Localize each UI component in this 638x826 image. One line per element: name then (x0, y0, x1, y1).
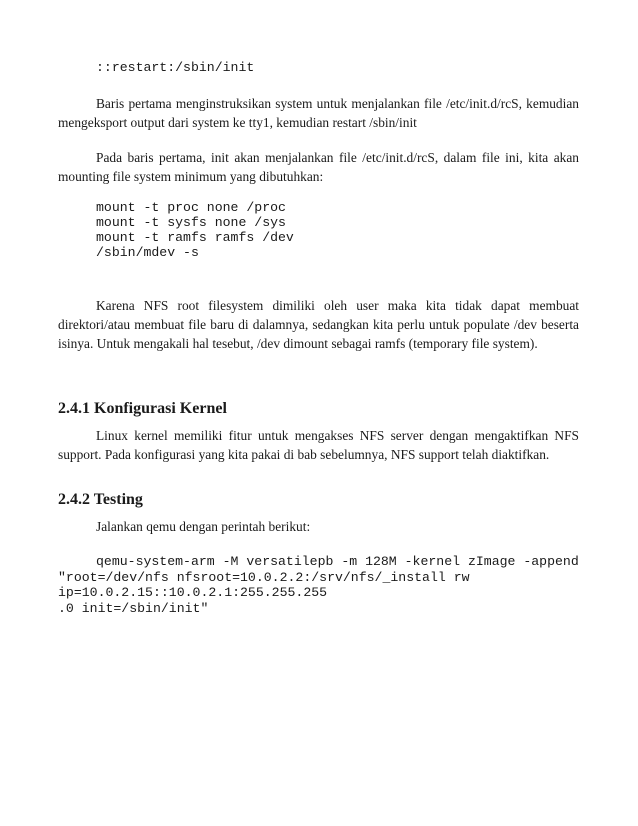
code-line: mount -t proc none /proc (96, 200, 286, 215)
code-line: /sbin/mdev -s (96, 245, 199, 260)
code-line: "root=/dev/nfs nfsroot=10.0.2.2:/srv/nfs/_install rw (58, 570, 470, 585)
code-line: mount -t sysfs none /sys (96, 215, 286, 230)
section-heading-2-4-1: 2.4.1 Konfigurasi Kernel (58, 400, 227, 417)
section-heading-2-4-2: 2.4.2 Testing (58, 491, 143, 508)
paragraph-baris-pertama: Baris pertama menginstruksikan system untuk menjalankan file /etc/init.d/rcS, kemudian mengeksport output dari system ke tty1, kemudian restart /sbin/init (58, 96, 579, 130)
paragraph-pada-baris-pertama: Pada baris pertama, init akan menjalankan file /etc/init.d/rcS, dalam file ini, kita akan mounting file system minimum yang dibutuhkan: (58, 150, 579, 184)
code-line: mount -t ramfs ramfs /dev (96, 230, 294, 245)
code-line: .0 init=/sbin/init" (58, 601, 209, 616)
code-restart-line: ::restart:/sbin/init (96, 60, 255, 75)
paragraph-linux-kernel: Linux kernel memiliki fitur untuk mengakses NFS server dengan mengaktifkan NFS support. Pada konfigurasi yang kita pakai di bab sebelumnya, NFS support telah diaktifkan. (58, 428, 579, 462)
paragraph-jalankan-qemu: Jalankan qemu dengan perintah berikut: (96, 519, 311, 534)
paragraph-karena-nfs: Karena NFS root filesystem dimiliki oleh user maka kita tidak dapat membuat direktori/atau membuat file baru di dalamnya, sedangkan kita perlu untuk populate /dev beserta isinya. Untuk mengakali hal tesebut, /dev dimount sebagai ramfs (temporary file system). (58, 298, 579, 351)
code-line: qemu-system-arm -M versatilepb -m 128M -kernel zImage -append (96, 554, 579, 569)
code-line: ip=10.0.2.15::10.0.2.1:255.255.255 (58, 585, 328, 600)
